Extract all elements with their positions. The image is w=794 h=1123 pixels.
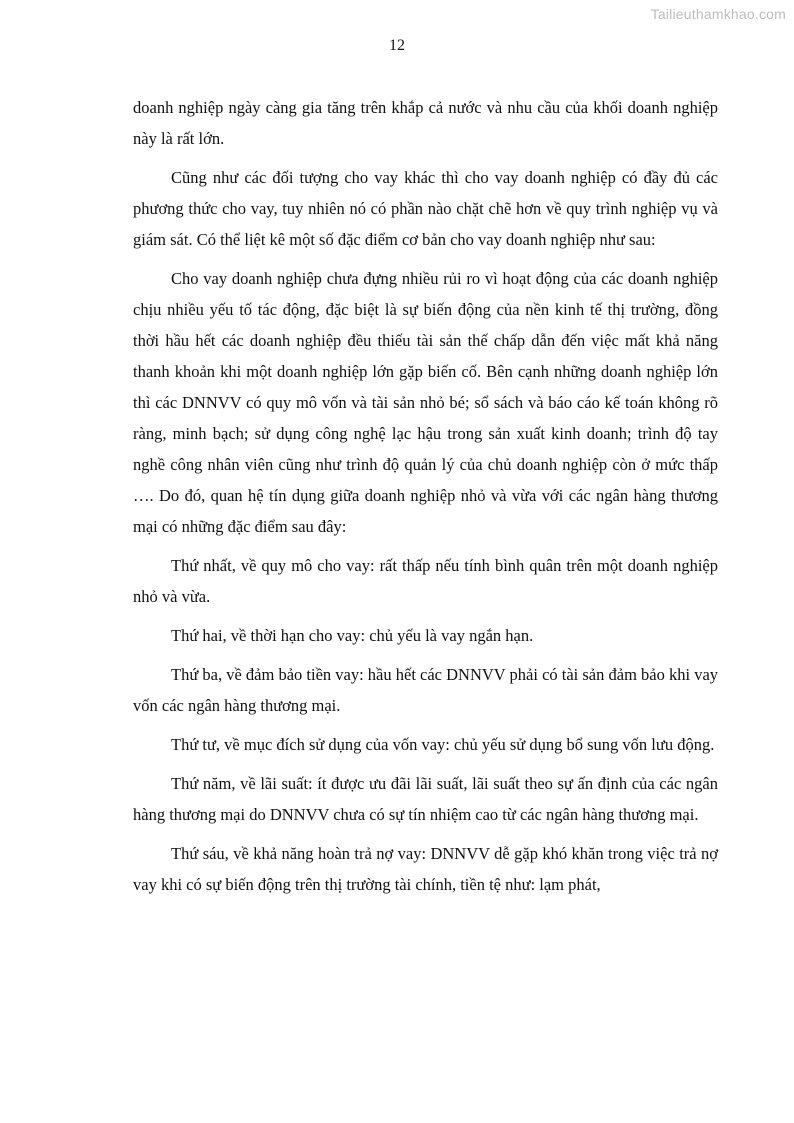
paragraph-second-term: Thứ hai, về thời hạn cho vay: chủ yếu là vay ngắn hạn. (171, 626, 534, 645)
paragraph-first-scale: Thứ nhất, về quy mô cho vay: rất thấp nếu tính bình quân trên một doanh nghiệp nhỏ và vừa. (133, 556, 718, 606)
watermark: Tailieuthamkhao.com (650, 6, 786, 22)
page-number: 12 (389, 37, 405, 54)
paragraph-fifth-interest: Thứ năm, về lãi suất: ít được ưu đãi lãi suất, lãi suất theo sự ấn định của các ngân hàng thương mại do DNNVV chưa có sự tín nhiệm cao từ các ngân hàng thương mại. (133, 774, 718, 824)
paragraph-continuation: doanh nghiệp ngày càng gia tăng trên khắp cả nước và nhu cầu của khối doanh nghiệp này là rất lớn. (133, 98, 718, 148)
paragraph-sixth-repayment: Thứ sáu, về khả năng hoàn trả nợ vay: DNNVV dễ gặp khó khăn trong việc trả nợ vay khi có sự biến động trên thị trường tài chính, tiền tệ như: lạm phát, (133, 844, 718, 894)
paragraph-third-collateral: Thứ ba, về đảm bảo tiền vay: hầu hết các DNNVV phải có tài sản đảm bảo khi vay vốn các ngân hàng thương mại. (133, 665, 719, 715)
document-body (133, 92, 718, 908)
paragraph-lending-risks: Cho vay doanh nghiệp chưa đựng nhiều rủi ro vì hoạt động của các doanh nghiệp chịu nhiều yếu tố tác động, đặc biệt là sự biến động của nền kinh tế thị trường, đồng thời hầu hết các doanh nghiệp đều thiếu tài sản thế chấp dẫn đến việc mất khả năng thanh khoản khi một doanh nghiệp lớn gặp biến cố. Bên cạnh những doanh nghiệp lớn thì các DNNVV có quy mô vốn và tài sản nhỏ bé; sổ sách và báo cáo kế toán không rõ ràng, minh bạch; sử dụng công nghệ lạc hậu trong sản xuất kinh doanh; trình độ tay nghề công nhân viên cũng như trình độ quản lý của chủ doanh nghiệp còn ở mức thấp …. Do đó, quan hệ tín dụng giữa doanh nghiệp nhỏ và vừa với các ngân hàng thương mại có những đặc điểm sau đây: (133, 269, 718, 536)
paragraph-lending-methods: Cũng như các đối tượng cho vay khác thì cho vay doanh nghiệp có đầy đủ các phương thức cho vay, tuy nhiên nó có phần nào chặt chẽ hơn về quy trình nghiệp vụ và giám sát. Có thể liệt kê một số đặc điểm cơ bản cho vay doanh nghiệp như sau: (133, 168, 718, 249)
paragraph-fourth-purpose: Thứ tư, về mục đích sử dụng của vốn vay: chủ yếu sử dụng bổ sung vốn lưu động. (171, 735, 715, 754)
